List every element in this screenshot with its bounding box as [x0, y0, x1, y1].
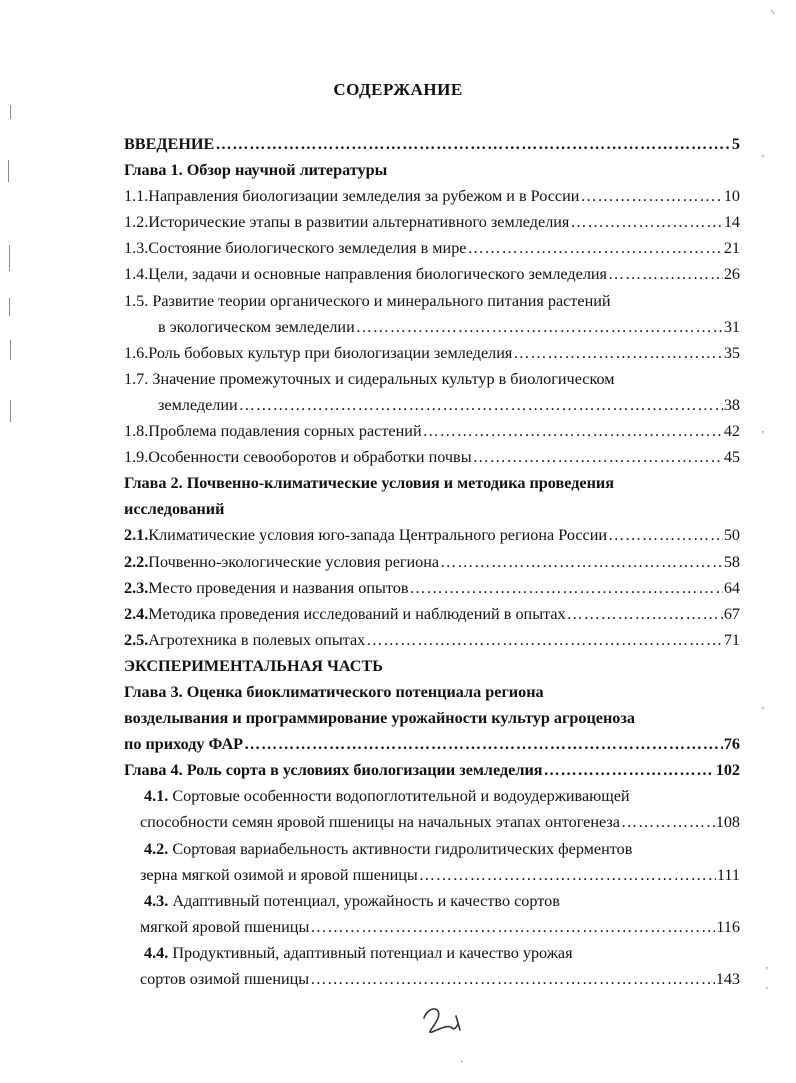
entry-number: 1.4. [124, 265, 149, 284]
toc-entry [124, 862, 740, 888]
entry-title: ЭКСПЕРИМЕНТАЛЬНАЯ ЧАСТЬ [124, 656, 383, 675]
entry-title: Глава 2. Почвенно-климатические условия и методика проведения [124, 474, 614, 493]
entry-title-continued: возделывания и программирование урожайности культур агроценоза [124, 709, 636, 728]
entry-number: 1.5. [124, 291, 149, 310]
toc-entry-line [124, 496, 740, 522]
scan-margin-mark [9, 245, 10, 271]
toc-entry [124, 314, 740, 340]
toc-entry-line [124, 836, 740, 862]
page-number: 50 [723, 526, 740, 545]
toc-entry [124, 340, 740, 366]
leader-dots [419, 862, 716, 888]
page-number: 102 [715, 761, 740, 780]
entry-title-continued: земледелии [158, 395, 238, 414]
leader-dots [570, 209, 722, 235]
toc-entry [124, 261, 740, 287]
entry-title: Сортовые особенности водопоглотительной и водоудерживающей [172, 787, 630, 806]
entry-title: Особенности севооборотов и обработки почвы [148, 448, 472, 467]
toc-heading [124, 653, 740, 679]
leader-dots [310, 914, 715, 940]
toc-entry [124, 235, 740, 261]
entry-title: Роль бобовых культур при биологизации земледелия [148, 343, 513, 362]
entry-title: Сортовая вариабельность активности гидролитических ферментов [172, 839, 633, 858]
entry-title: Глава 3. Оценка биоклиматического потенциала региона [124, 682, 544, 701]
scan-speck: ' [766, 986, 768, 997]
entry-title: Глава 4. Роль сорта в условиях биологизации земледелия [124, 761, 543, 780]
scan-speck: ' [762, 154, 764, 165]
leader-dots [621, 809, 715, 835]
entry-title-continued: по приходу ФАР [124, 735, 244, 754]
entry-number: 1.7. [124, 369, 149, 388]
page-number: 38 [723, 395, 740, 414]
leader-dots [366, 627, 723, 653]
entry-title: Исторические этапы в развитии альтернативного земледелия [148, 213, 570, 232]
entry-number: 4.1. [144, 787, 169, 806]
toc-heading [124, 157, 740, 183]
entry-title: Глава 1. Обзор научной литературы [124, 161, 388, 180]
scan-speck: · [460, 1057, 464, 1068]
entry-title: Цели, задачи и основные направления биологического земледелия [148, 265, 607, 284]
entry-number: 1.3. [124, 239, 149, 258]
entry-number: 1.9. [124, 448, 149, 467]
toc-entry [124, 209, 740, 235]
leader-dots [473, 444, 723, 470]
leader-dots [244, 731, 723, 757]
toc-entry [124, 131, 740, 157]
entry-number: 2.1. [124, 526, 149, 545]
entry-title: Климатические условия юго-запада Центрального региона России [148, 526, 608, 545]
entry-title: Адаптивный потенциал, урожайность и качество сортов [172, 891, 560, 910]
toc-entry [124, 731, 740, 757]
toc-entry [124, 549, 740, 575]
leader-dots [215, 131, 731, 157]
toc-entry [124, 183, 740, 209]
toc-entry [124, 914, 740, 940]
leader-dots [580, 183, 722, 209]
entry-title: Направления биологизации земледелия за рубежом и в России [148, 187, 580, 206]
toc-entry-line [124, 783, 740, 809]
entry-title-continued: зерна мягкой озимой и яровой пшеницы [140, 865, 418, 884]
page-number: 108 [715, 813, 740, 832]
entry-number: 4.3. [144, 891, 169, 910]
toc-entry [124, 522, 740, 548]
page-title: СОДЕРЖАНИЕ [333, 80, 463, 99]
entry-number: 1.8. [124, 422, 149, 441]
toc-entry-line [124, 940, 740, 966]
page-number: 143 [715, 970, 740, 988]
toc-entry [124, 575, 740, 601]
entry-title: Место проведения и названия опытов [148, 578, 409, 597]
leader-dots [544, 757, 715, 783]
scan-margin-mark [8, 160, 9, 182]
entry-title: ВВЕДЕНИЕ [124, 135, 215, 153]
scan-margin-mark [10, 400, 11, 422]
entry-number: 2.3. [124, 578, 149, 597]
leader-dots [468, 235, 723, 261]
entry-title: Продуктивный, адаптивный потенциал и качество урожая [172, 943, 573, 962]
entry-number: 4.4. [144, 943, 169, 962]
leader-dots [608, 522, 723, 548]
toc-entry-line [124, 470, 740, 496]
entry-number: 4.2. [144, 839, 169, 858]
entry-title: Значение промежуточных и сидеральных культур в биологическом [152, 369, 615, 388]
page-number: 116 [716, 917, 740, 936]
entry-number: 2.5. [124, 630, 149, 649]
entry-title-continued: исследований [124, 500, 225, 519]
leader-dots [239, 392, 723, 418]
leader-dots [513, 340, 722, 366]
toc-entry [124, 444, 740, 470]
entry-title: Развитие теории органического и минерального питания растений [152, 291, 611, 310]
entry-number: 1.2. [124, 213, 149, 232]
page-number: 26 [723, 265, 740, 284]
page-number: 71 [723, 630, 740, 649]
page-number: 64 [723, 578, 740, 597]
toc-entry [124, 601, 740, 627]
page-number: 76 [723, 735, 740, 754]
toc-heading-line [124, 705, 740, 731]
page-number: 111 [716, 865, 740, 884]
entry-number: 2.2. [124, 552, 149, 571]
entry-title: Состояние биологического земледелия в мире [148, 239, 467, 258]
toc-entry [124, 809, 740, 835]
entry-title-continued: в экологическом земледелии [158, 317, 355, 336]
scan-margin-mark [10, 105, 11, 119]
leader-dots [356, 314, 723, 340]
page-number: 42 [723, 422, 740, 441]
page-number: 14 [723, 213, 740, 232]
toc-entry [124, 757, 740, 783]
toc-entry-line [124, 288, 740, 314]
entry-number: 1.1. [124, 187, 149, 206]
entry-title: Агротехника в полевых опытах [148, 630, 366, 649]
entry-number: 2.4. [124, 604, 149, 623]
page-number: 5 [731, 135, 740, 153]
leader-dots [409, 575, 722, 601]
scan-speck: ' [762, 430, 764, 441]
entry-title-continued: способности семян яровой пшеницы на начальных этапах онтогенеза [140, 813, 620, 832]
page-number: 45 [723, 448, 740, 467]
toc-entry [124, 418, 740, 444]
entry-title: Почвенно-экологические условия региона [148, 552, 440, 571]
toc-entry-line [124, 366, 740, 392]
page-number: 67 [723, 604, 740, 623]
entry-title: Проблема подавления сорных растений [148, 422, 422, 441]
page-number: 10 [723, 187, 740, 206]
page-number: 58 [723, 552, 740, 571]
toc-entry [124, 966, 740, 992]
leader-dots [440, 549, 723, 575]
scan-speck: ⸜ [770, 5, 775, 16]
table-of-contents [124, 131, 740, 992]
toc-entry [124, 392, 740, 418]
scan-speck: ' [762, 706, 764, 717]
leader-dots [567, 601, 723, 627]
leader-dots [423, 418, 723, 444]
scan-margin-mark [10, 340, 11, 360]
entry-title: Методика проведения исследований и наблюдений в опытах [148, 604, 566, 623]
entry-number: 1.6. [124, 343, 149, 362]
scan-speck: ' [766, 966, 768, 977]
toc-entry [124, 627, 740, 653]
toc-heading-line [124, 679, 740, 705]
page-number: 21 [723, 239, 740, 258]
entry-title-continued: сортов озимой пшеницы [140, 970, 310, 988]
handwritten-page-number [418, 1004, 466, 1036]
scan-margin-mark [9, 298, 10, 316]
leader-dots [310, 966, 715, 992]
page-number: 31 [723, 317, 740, 336]
toc-entry-line [124, 888, 740, 914]
page-number: 35 [723, 343, 740, 362]
leader-dots [608, 261, 723, 287]
entry-title-continued: мягкой яровой пшеницы [140, 917, 310, 936]
